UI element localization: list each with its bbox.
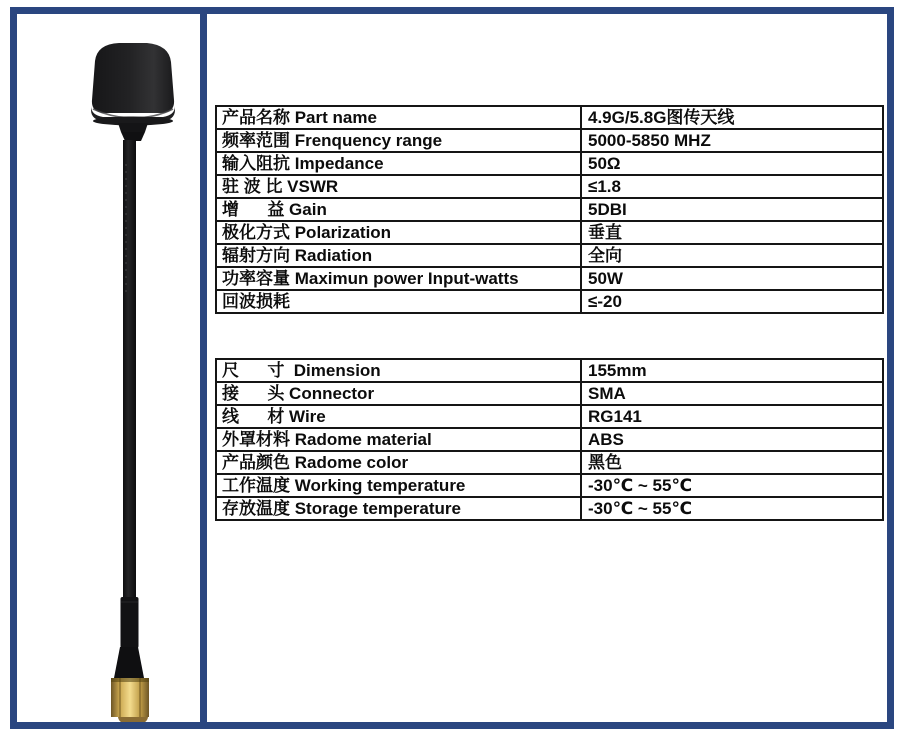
spec-label: 驻 波 比 VSWR xyxy=(216,175,581,198)
spec-label: 存放温度 Storage temperature xyxy=(216,497,581,520)
spec-value: 5DBI xyxy=(581,198,883,221)
spec-label: 接 头 Connector xyxy=(216,382,581,405)
spec-value: RG141 xyxy=(581,405,883,428)
spec-value: 垂直 xyxy=(581,221,883,244)
spec-value: SMA xyxy=(581,382,883,405)
spec-value: 黑色 xyxy=(581,451,883,474)
spec-value: ≤1.8 xyxy=(581,175,883,198)
electrical-spec-table xyxy=(215,105,884,314)
spec-label: 增 益 Gain xyxy=(216,198,581,221)
spec-label: 产品颜色 Radome color xyxy=(216,451,581,474)
spec-label: 尺 寸 Dimension xyxy=(216,359,581,382)
spec-row xyxy=(216,428,883,451)
spec-value: 50Ω xyxy=(581,152,883,175)
spec-value: 155mm xyxy=(581,359,883,382)
spec-row xyxy=(216,451,883,474)
spec-row xyxy=(216,198,883,221)
spec-label: 功率容量 Maximun power Input-watts xyxy=(216,267,581,290)
panel-divider xyxy=(200,7,207,729)
spec-row xyxy=(216,106,883,129)
spec-row xyxy=(216,497,883,520)
spec-row xyxy=(216,474,883,497)
spec-label: 产品名称 Part name xyxy=(216,106,581,129)
spec-row xyxy=(216,221,883,244)
spec-label: 线 材 Wire xyxy=(216,405,581,428)
spec-label: 回波损耗 xyxy=(216,290,581,313)
spec-value: 全向 xyxy=(581,244,883,267)
spec-label: 极化方式 Polarization xyxy=(216,221,581,244)
spec-value: 5000-5850 MHZ xyxy=(581,129,883,152)
spec-value: -30℃ ~ 55℃ xyxy=(581,474,883,497)
spec-row xyxy=(216,175,883,198)
spec-row xyxy=(216,152,883,175)
spec-value: ABS xyxy=(581,428,883,451)
mechanical-spec-table xyxy=(215,358,884,521)
spec-label: 外罩材料 Radome material xyxy=(216,428,581,451)
spec-row xyxy=(216,359,883,382)
spec-row xyxy=(216,405,883,428)
spec-label: 工作温度 Working temperature xyxy=(216,474,581,497)
spec-label: 辐射方向 Radiation xyxy=(216,244,581,267)
spec-value: 4.9G/5.8G图传天线 xyxy=(581,106,883,129)
spec-value: 50W xyxy=(581,267,883,290)
spec-row xyxy=(216,244,883,267)
spec-row xyxy=(216,267,883,290)
spec-row xyxy=(216,382,883,405)
spec-value: -30℃ ~ 55℃ xyxy=(581,497,883,520)
spec-value: ≤-20 xyxy=(581,290,883,313)
spec-label: 输入阻抗 Impedance xyxy=(216,152,581,175)
spec-row xyxy=(216,129,883,152)
spec-row xyxy=(216,290,883,313)
spec-label: 频率范围 Frenquency range xyxy=(216,129,581,152)
